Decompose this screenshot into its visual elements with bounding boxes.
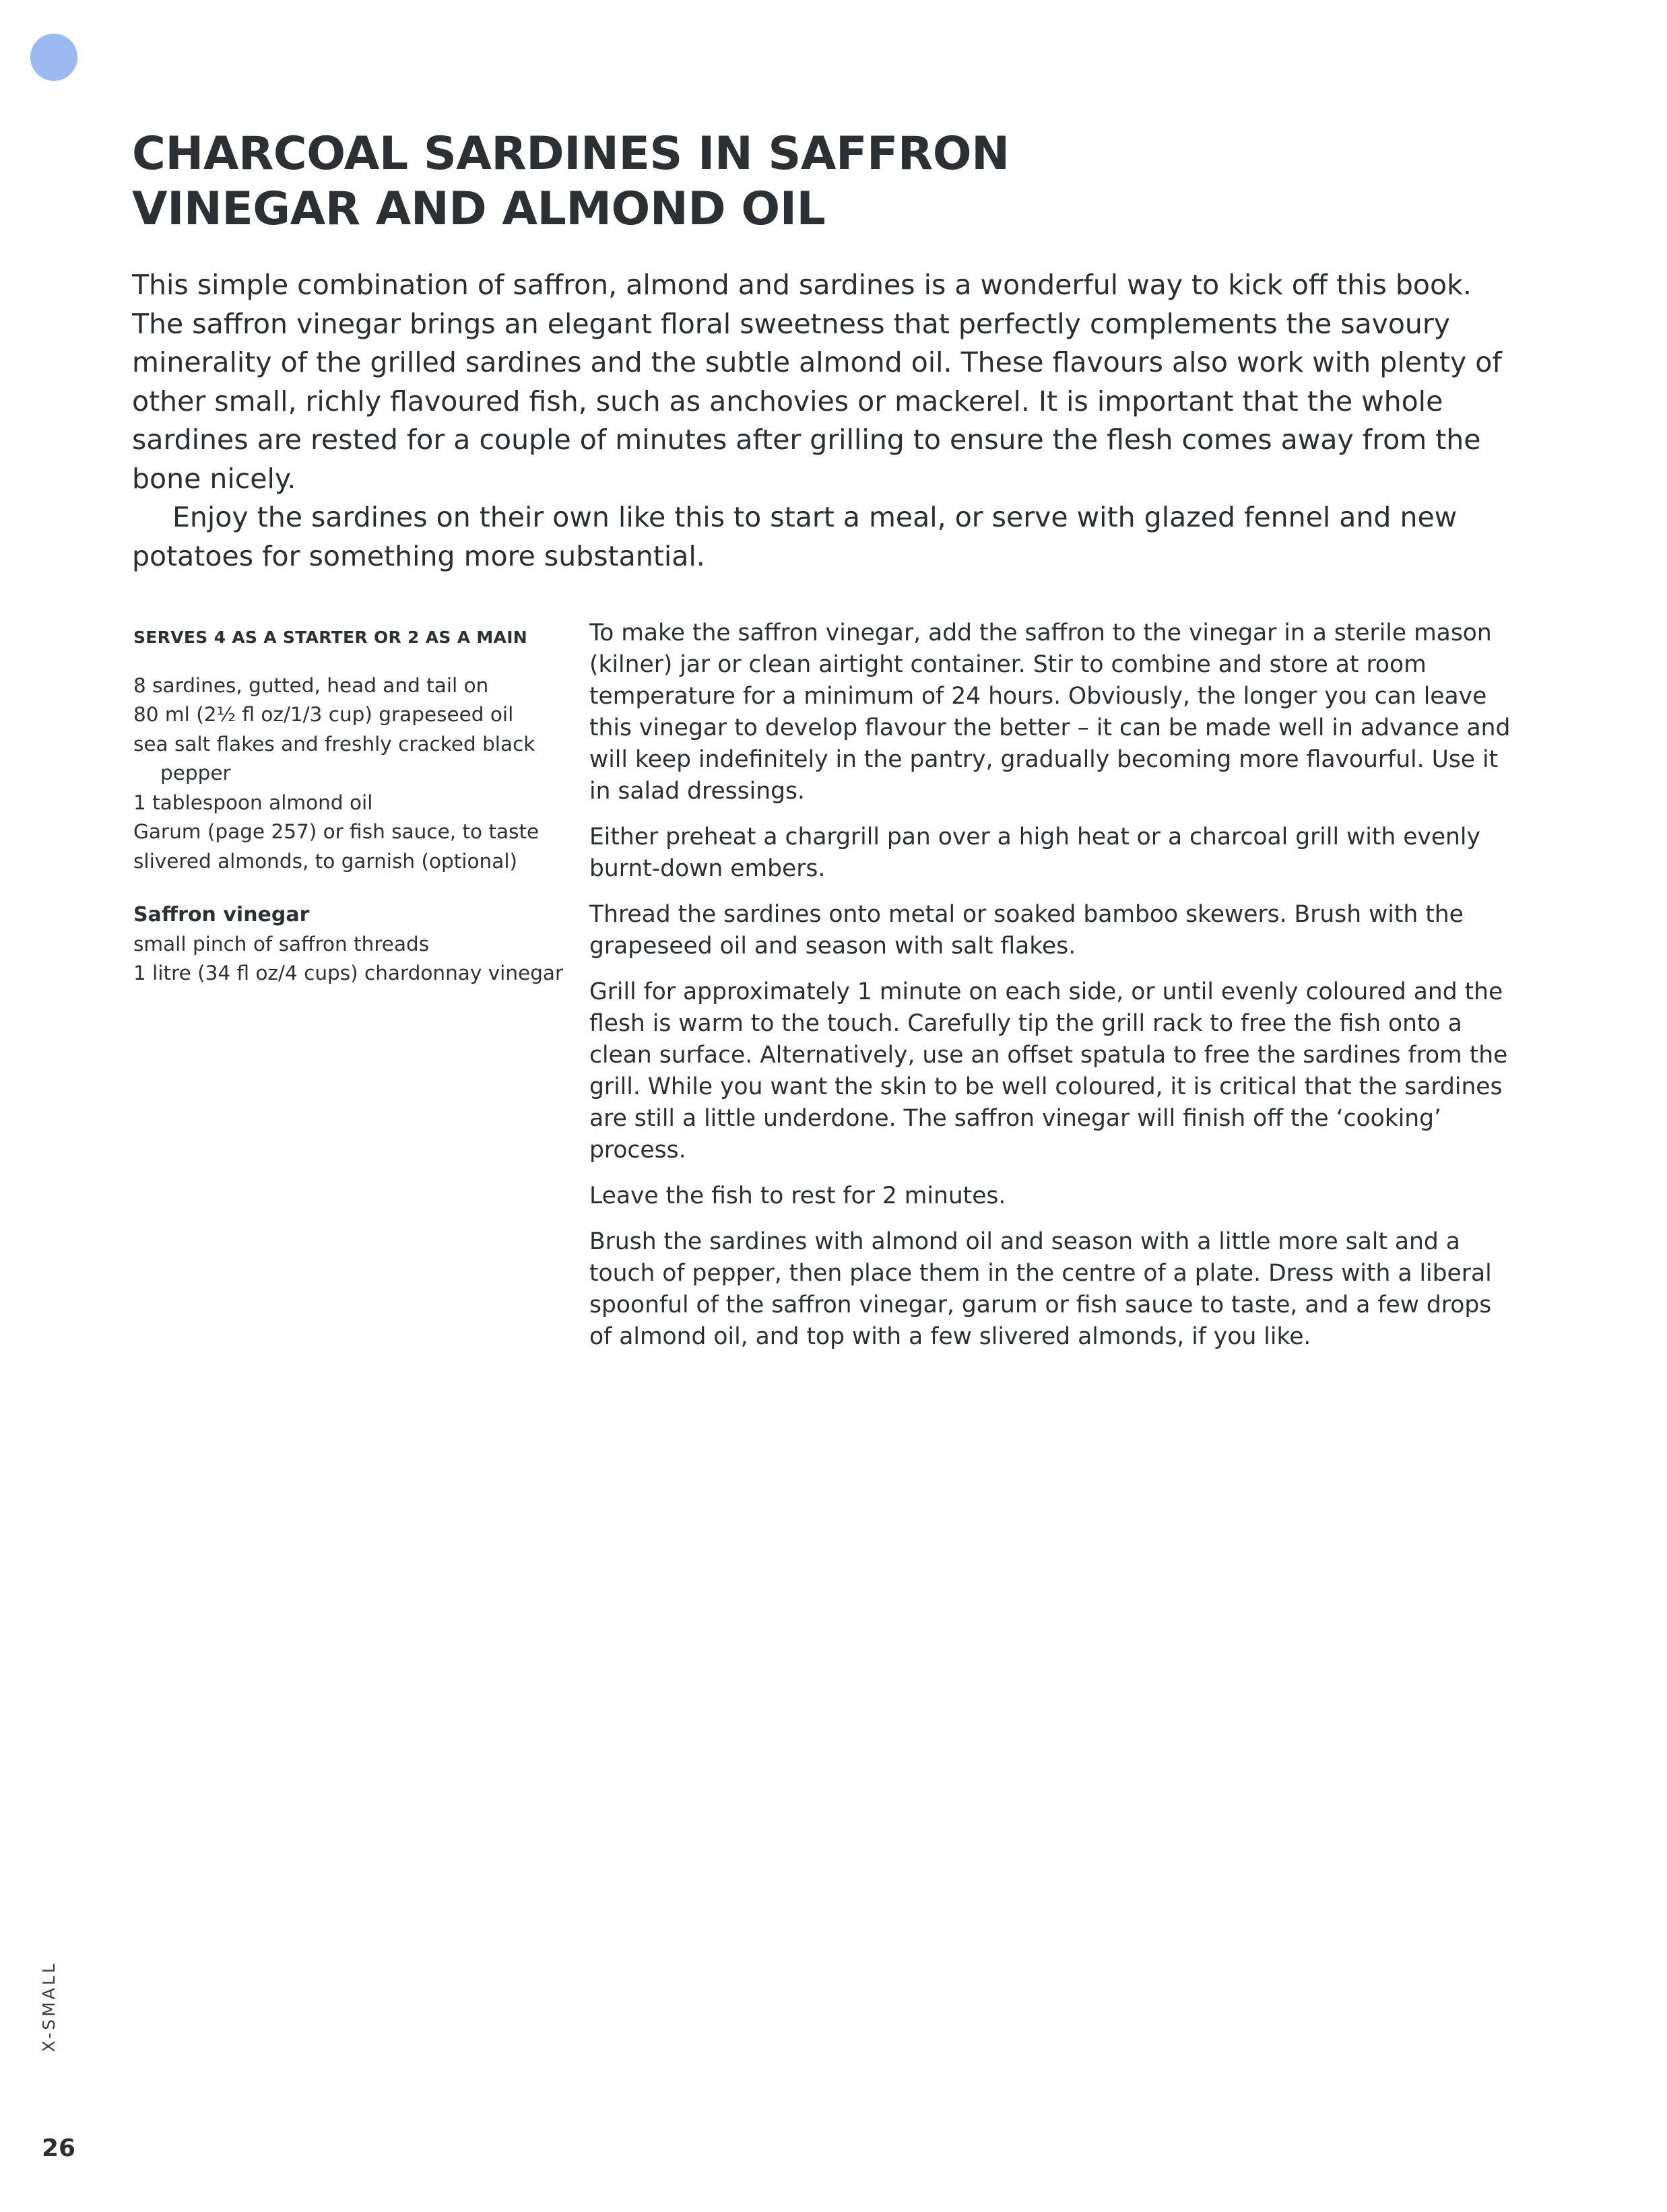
ingredient-item: slivered almonds, to garnish (optional) — [133, 849, 518, 873]
page-number: 26 — [42, 2135, 76, 2162]
saffron-vinegar-heading: Saffron vinegar — [133, 903, 310, 927]
ingredient-item: small pinch of saffron threads — [133, 932, 430, 956]
decorative-dot — [30, 34, 77, 81]
recipe-title — [132, 127, 1277, 237]
ingredient-item: Garum (page 257) or fish sauce, to taste — [133, 820, 540, 843]
method-step: Either preheat a chargrill pan over a high heat or a charcoal grill with evenly burnt-down embers. — [589, 824, 1480, 882]
method-step: Leave the fish to rest for 2 minutes. — [589, 1182, 1006, 1209]
ingredient-item: 1 litre (34 fl oz/4 cups) chardonnay vinegar — [133, 962, 564, 984]
serves-label: SERVES 4 AS A STARTER OR 2 AS A MAIN — [133, 628, 528, 647]
method-column — [589, 617, 1519, 1367]
recipe-title-line2: VINEGAR AND ALMOND OIL — [132, 182, 826, 236]
recipe-title-line1: CHARCOAL SARDINES IN SAFFRON — [132, 127, 1010, 180]
method-step: To make the saffron vinegar, add the saffron to the vinegar in a sterile mason (kilner) jar or clean airtight container. Stir to combine and store at room temperature for a minimum of 24 hours. Obviously, the longer you can leave this vinegar to develop flavour the better – it can be made well in advance and will keep indefinitely in the pantry, gradually becoming more flavourful. Use it in salad dressings. — [589, 619, 1511, 805]
ingredient-item: 80 ml (2½ fl oz/1/3 cup) grapeseed oil — [133, 703, 514, 726]
method-step: Brush the sardines with almond oil and season with a little more salt and a touch of pepper, then place them in the centre of a plate. Dress with a liberal spoonful of the saffron vinegar, garum or fish sauce to taste, and a few drops of almond oil, and top with a few slivered almonds, if you like. — [589, 1228, 1492, 1350]
intro — [132, 266, 1519, 576]
ingredient-item: 8 sardines, gutted, head and tail on — [133, 673, 489, 697]
method-step: Thread the sardines onto metal or soaked bamboo skewers. Brush with the grapeseed oil and season with salt flakes. — [589, 901, 1464, 960]
ingredient-item: sea salt flakes and freshly cracked black pepper — [133, 732, 535, 784]
method-step: Grill for approximately 1 minute on each side, or until evenly coloured and the flesh is warm to the touch. Carefully tip the grill rack to free the fish onto a clean surface. Alternatively, use an offset spatula to free the sardines from the grill. While you want the skin to be well coloured, it is critical that the sardines are still a little underdone. The saffron vinegar will finish off the ‘cooking’ process. — [589, 978, 1508, 1164]
intro-paragraph-1: This simple combination of saffron, almond and sardines is a wonderful way to kick off this book. The saffron vinegar brings an elegant floral sweetness that perfectly complements the savoury minerality of the grilled sardines and the subtle almond oil. These flavours also work with plenty of other small, richly flavoured fish, such as anchovies or mackerel. It is important that the whole sardines are rested for a couple of minutes after grilling to ensure the flesh comes away from the bone nicely. — [132, 269, 1502, 495]
ingredients-column — [133, 623, 564, 988]
ingredient-item: 1 tablespoon almond oil — [133, 791, 373, 814]
section-label: X-SMALL — [39, 1961, 59, 2052]
intro-paragraph-2: Enjoy the sardines on their own like this to start a meal, or serve with glazed fennel and new potatoes for something more substantial. — [132, 501, 1458, 572]
